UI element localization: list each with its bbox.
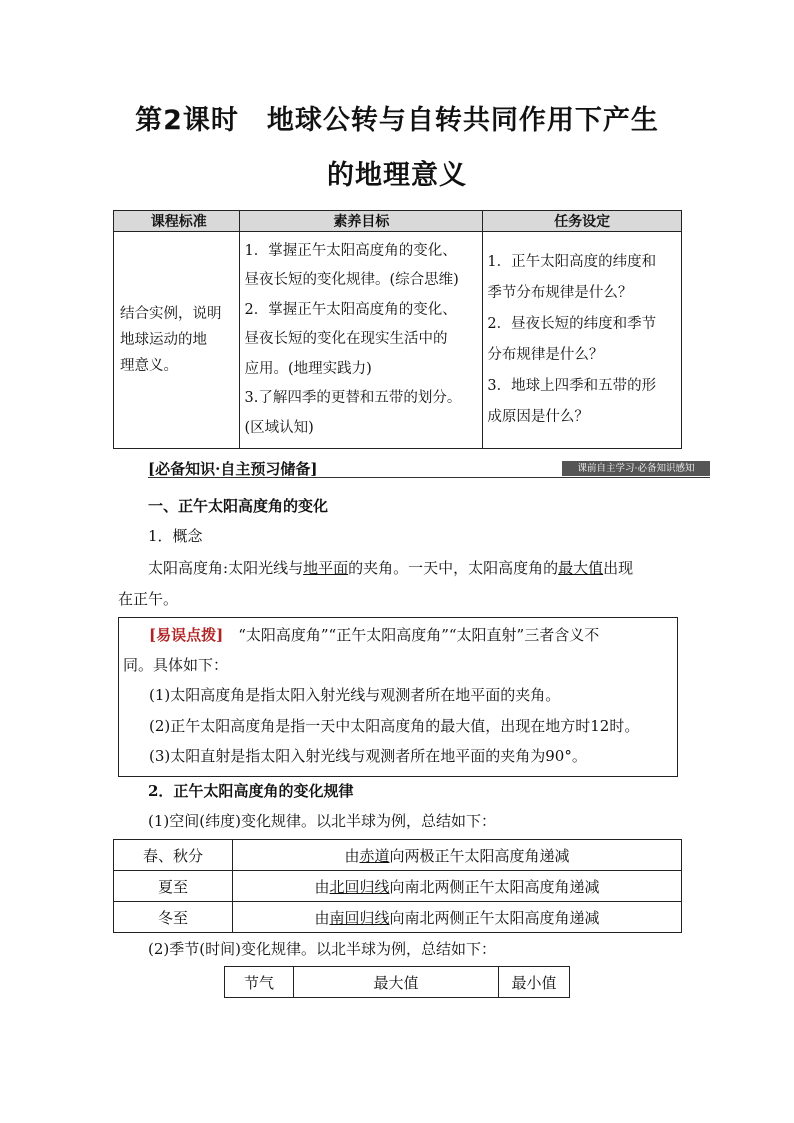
definition-line1 [148,557,633,578]
task-line: 3．地球上四季和五带的形 [487,378,657,394]
rule-text: 向南北两侧正午太阳高度角递减 [389,908,600,927]
definition-term: 太阳高度角 [148,559,224,577]
table-row [114,840,682,871]
note-item: (1)太阳高度角是指太阳入射光线与观测者所在地平面的夹角。 [149,686,561,704]
curriculum-line: 理意义。 [120,358,178,374]
rule-text: 向两极正午太阳高度角递减 [389,846,570,865]
header-curriculum: 课程标准 [114,211,240,232]
note-text: “太阳高度角”“正午太阳高度角”“太阳直射”三者含义不 [223,626,600,644]
definition-text: 太阳光线与 [228,559,304,577]
note-line2: 同。具体如下： [123,656,229,674]
rule-text: 由 [344,846,360,865]
task-line: 分布规律是什么？ [487,347,604,363]
section-title: [必备知识·自主预习储备] [148,460,318,478]
section-divider [148,477,710,478]
rule-blank: 北回归线 [329,877,390,896]
heading-noon-angle: 一、正午太阳高度角的变化 [148,497,329,515]
tasks-cell [483,232,682,449]
header-goals: 素养目标 [240,211,483,232]
note-item: (3)太阳直射是指太阳入射光线与观测者所在地平面的夹角为90°。 [149,747,587,765]
standards-table [113,210,682,449]
header-min: 最小值 [499,967,570,998]
goal-line: 3.了解四季的更替和五带的划分。 [244,390,462,407]
definition-line2: 在正午。 [118,590,179,608]
rule-text: 由 [314,877,330,896]
goal-line: 2．掌握正午太阳高度角的变化、 [244,301,457,318]
goal-line: (区域认知) [244,419,314,436]
rule-blank: 南回归线 [329,908,390,927]
curriculum-line: 结合实例，说明 [120,306,222,322]
goals-cell [240,232,483,449]
goal-line: 昼夜长短的变化在现实生活中的 [244,331,448,348]
rule-text: 由 [314,908,330,927]
note-item: (2)正午太阳高度角是指一天中太阳高度角的最大值，出现在地方时12时。 [149,717,640,735]
curriculum-line: 地球运动的地 [120,332,207,348]
rule-cell [233,871,682,902]
section-tag: 课前自主学习·必备知识感知 [562,461,710,476]
definition-text: 的夹角。一天中，太阳高度角的 [348,559,559,577]
definition-text: 出现 [603,559,634,577]
task-line: 成原因是什么？ [487,409,589,425]
rule-text: 向南北两侧正午太阳高度角递减 [389,877,600,896]
season-intro: (2)季节(时间)变化规律。以北半球为例，总结如下： [148,940,496,958]
page-title-line2: 的地理意义 [327,160,467,191]
rule-blank: 赤道 [359,846,390,865]
table-row [114,902,682,933]
note-label: [易误点拨] [149,626,224,644]
page-title-line1: 第2课时 地球公转与自转共同作用下产生 [135,105,659,136]
heading-concept: 1．概念 [148,527,203,545]
definition-blank-horizon: 地平面 [303,559,349,577]
definition-colon: : [223,559,229,577]
table-row [114,871,682,902]
season-table [224,966,570,998]
section-header [148,458,710,478]
header-max: 最大值 [294,967,499,998]
season-cell: 夏至 [114,871,233,902]
task-line: 季节分布规律是什么？ [487,285,633,301]
season-cell: 春、秋分 [114,840,233,871]
rule-cell [233,902,682,933]
note-line1 [149,624,599,645]
rule-cell [233,840,682,871]
curriculum-cell [114,232,240,449]
task-line: 2．昼夜长短的纬度和季节 [487,316,657,332]
task-line: 1．正午太阳高度的纬度和 [487,254,657,270]
table-row [225,967,570,998]
latitude-table [113,839,682,933]
heading-variation: 2．正午太阳高度角的变化规律 [148,782,354,800]
season-cell: 冬至 [114,902,233,933]
note-box [118,617,678,777]
goal-line: 1．掌握正午太阳高度角的变化、 [244,242,457,259]
header-tasks: 任务设定 [483,211,682,232]
goal-line: 昼夜长短的变化规律。(综合思维) [244,272,459,289]
space-intro: (1)空间(纬度)变化规律。以北半球为例，总结如下： [148,812,496,830]
header-solar-term: 节气 [225,967,294,998]
goal-line: 应用。(地理实践力) [244,360,372,377]
definition-blank-max: 最大值 [558,559,604,577]
